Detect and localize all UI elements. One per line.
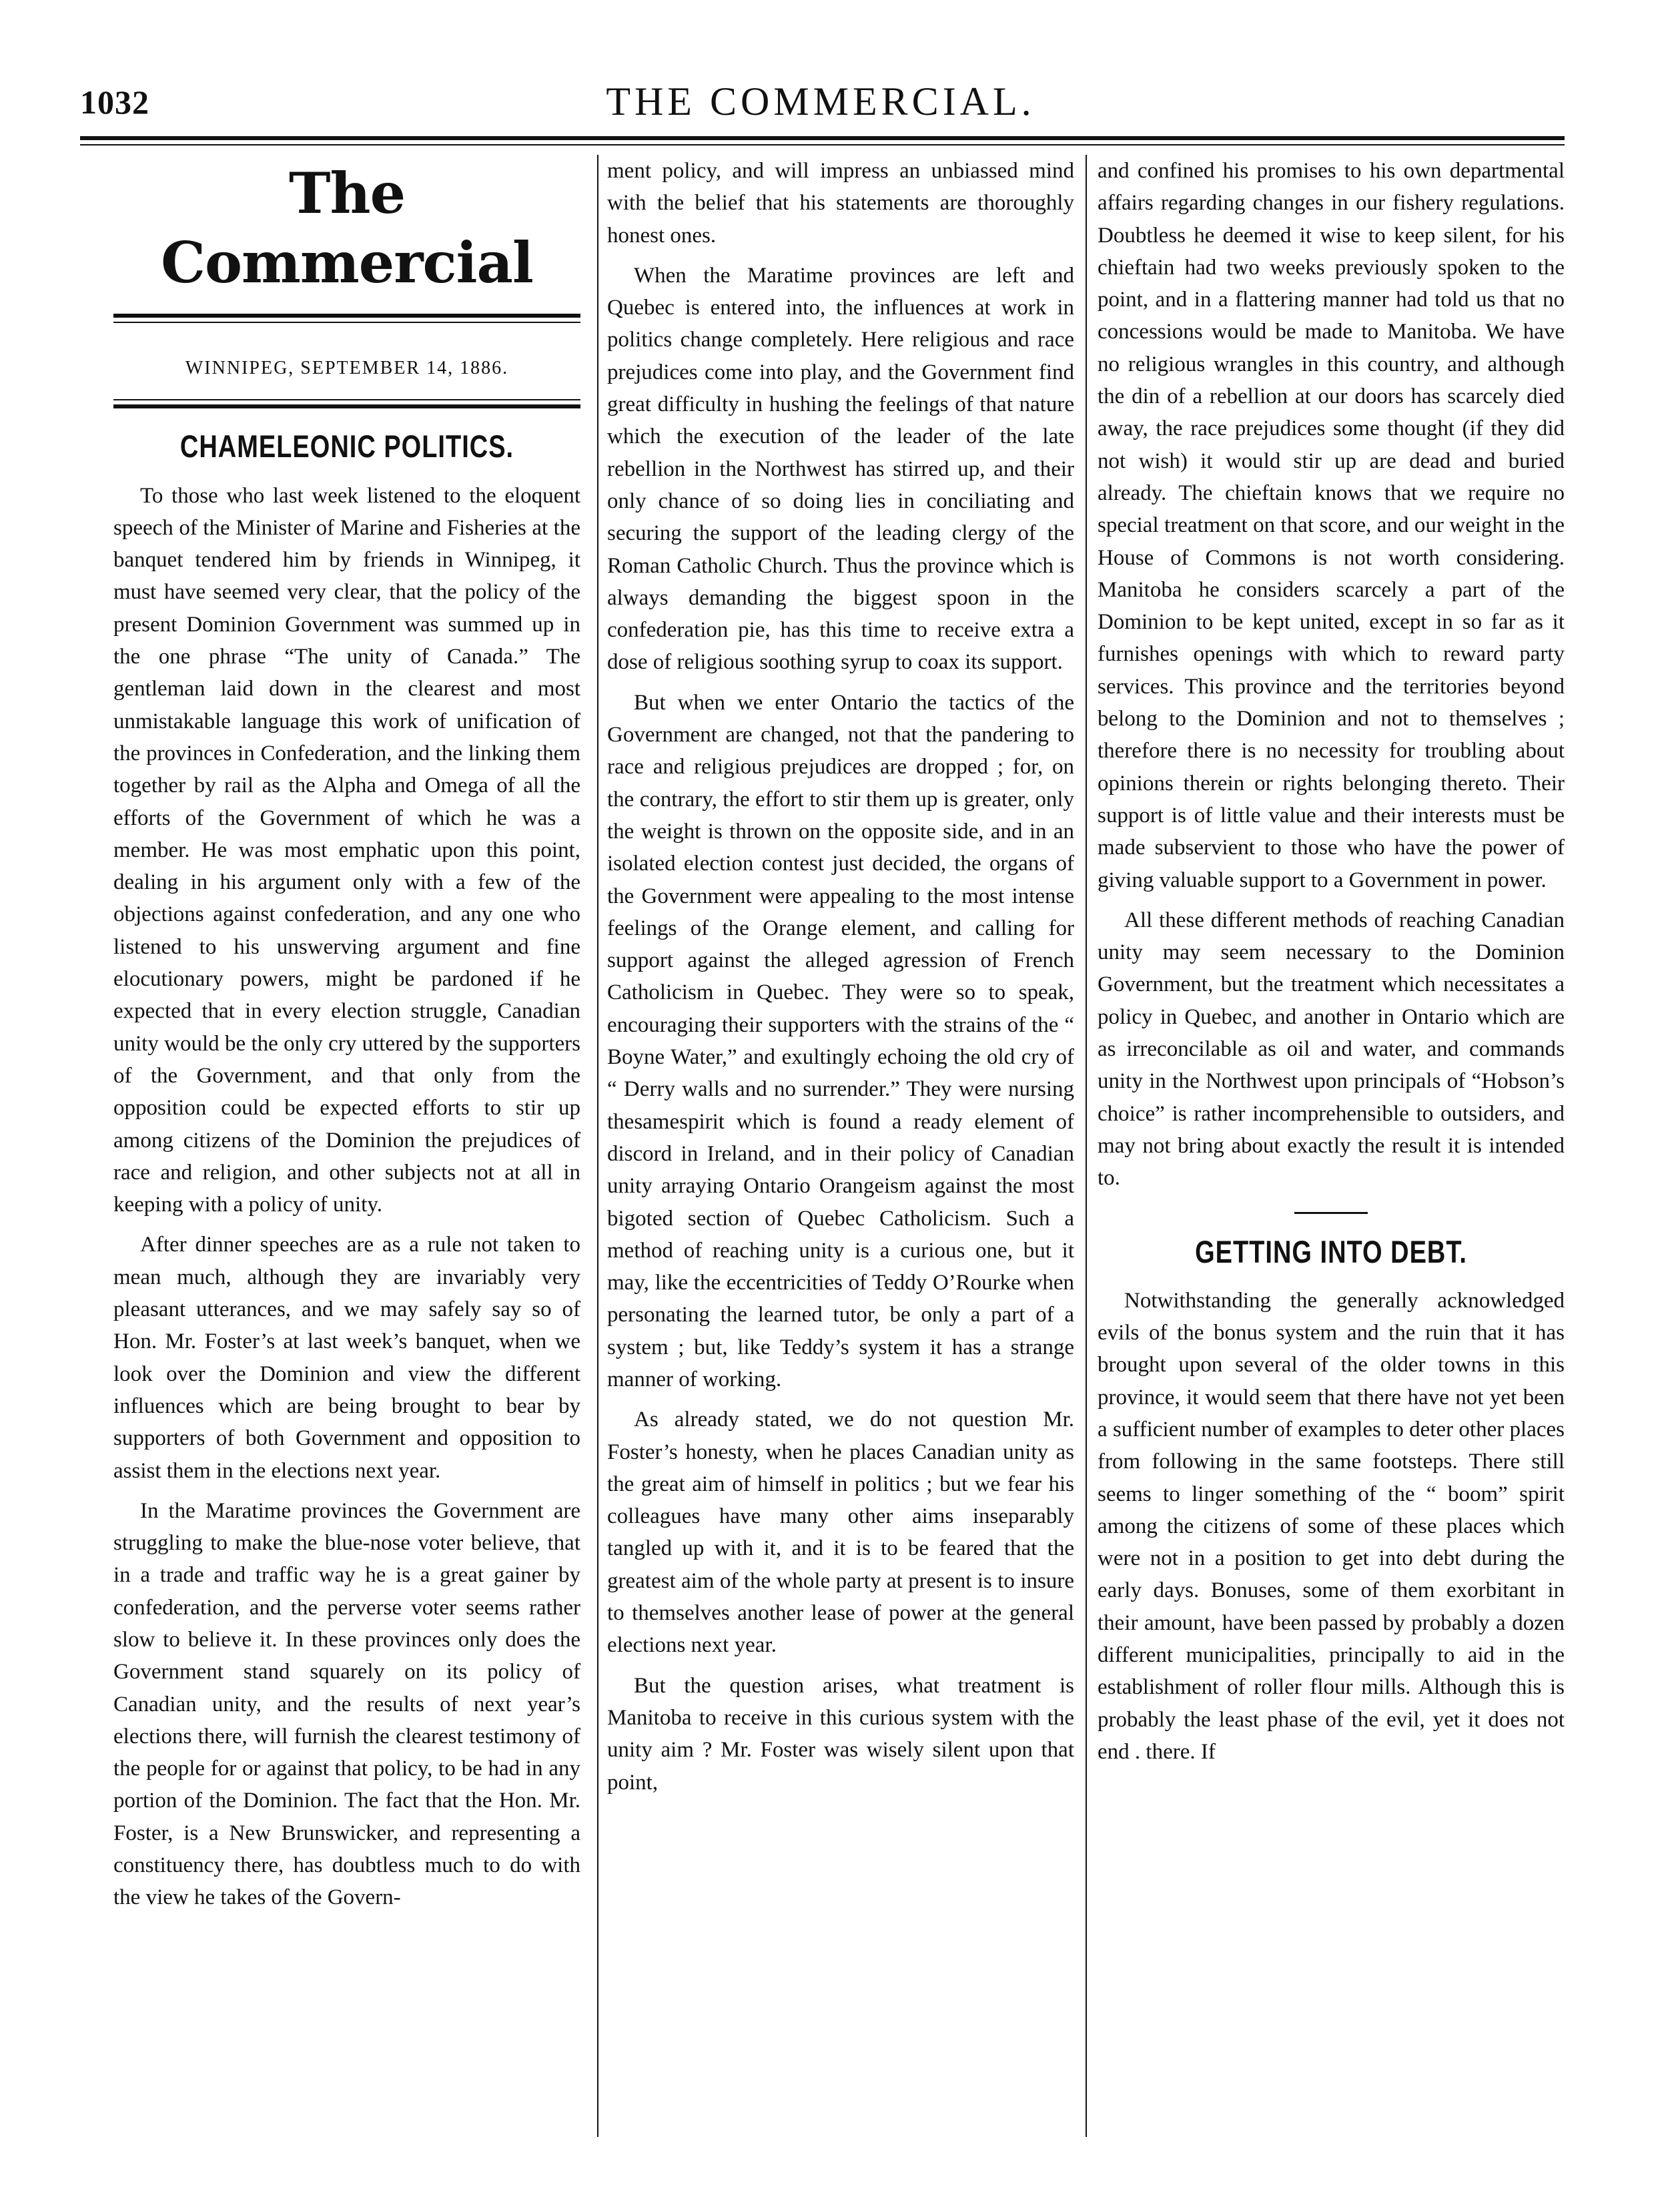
running-title: THE COMMERCIAL.: [606, 79, 1035, 123]
article-paragraph: To those who last week listened to the eloquent speech of the Minister of Marine and Fisheries at the banquet tendered him by friends in Winnipeg, it must have seemed very clear, that the policy of the present Dominion Government was summed up in the one phrase “The unity of Canada.” The gentleman laid down in the clearest and most unmistakable language this work of unification of the provinces in Confederation, and the linking them together by rail as the Alpha and Omega of all the efforts of the Government of which he was a member. He was most emphatic upon this point, dealing in his argument only with a few of the objections against confederation, and any one who listened to his unswerving argument and fine elocutionary powers, might be pardoned if he expected that in every election struggle, Canadian unity would be the only cry uttered by the supporters of the Government, and that only from the opposition could be expected efforts to stir up among citizens of the Dominion the prejudices of race and religion, and other subjects not at all in keeping with a policy of unity.: [113, 483, 580, 1217]
masthead-rule-thin: [113, 322, 580, 323]
page-number: 1032: [80, 83, 149, 121]
article-paragraph: As already stated, we do not question Mr. Foster’s honesty, when he places Canadian unity as the great aim of himself in politics ; but we fear his colleagues have many other aims inseparably tangled up with it, and it is to be feared that the greatest aim of the whole party at present is to insure to themselves another lease of power at the general elections next year.: [607, 1408, 1074, 1658]
column-3: [1098, 155, 1565, 1768]
header-rule-thin: [80, 144, 1565, 145]
article-paragraph: But the question arises, what treatment is Manitoba to receive in this curious system with the unity aim ? Mr. Foster was wisely silent upon that point,: [607, 1673, 1074, 1795]
article-paragraph: and confined his promises to his own departmental affairs regarding changes in our fishery regulations. Doubtless he deemed it wise to keep silent, for his chieftain had two weeks previously spoken to the point, and in a flattering manner had told us that no concessions would be made to Manitoba. We have no religious wrangles in this country, and although the din of a rebellion at our doors has scarcely died away, the race prejudices some thought (if they did not wish) it would stir up are dead and buried already. The chieftain knows that we require no special treatment on that score, and our weight in the House of Commons is not worth considering. Manitoba he considers scarcely a part of the Dominion to be kept united, except in so far as it furnishes openings with which to reward party services. This province and the territories beyond belong to the Dominion and not to themselves ; therefore there is no necessity for troubling about opinions therein or rights belonging thereto. Their support is of little value and their interests must be made subservient to those who have the power of giving valuable support to a Government in power.: [1098, 159, 1565, 892]
dateline-rule-thick: [113, 404, 580, 408]
column-divider-2: [1086, 155, 1087, 2137]
article-separator-rule: [1294, 1212, 1368, 1214]
dateline: WINNIPEG, SEPTEMBER 14, 1886.: [185, 358, 509, 378]
column-2: [607, 155, 1074, 1799]
header-rule-thick: [80, 136, 1565, 140]
article-paragraph: Notwithstanding the generally acknowledged evils of the bonus system and the ruin that it has brought upon several of the older towns in this province, it would seem that there have not yet been a sufficient number of examples to deter other places from following in the same footsteps. There still seems to linger something of the “ boom” spirit among the citizens of some of these places which were not in a position to get into debt during the early days. Bonuses, some of them exorbitant in their amount, have been passed by probably a dozen different municipalities, principally to aid in the establishment of roller flour mills. Although this is probably the least phase of the evil, yet it does not end . there. If: [1098, 1288, 1565, 1764]
article-paragraph: When the Maratime provinces are left and Quebec is entered into, the influences at work in politics change completely. Here religious and race prejudices come into play, and the Government find great difficulty in hushing the feelings of that nature which the execution of the leader of the late rebellion in the Northwest has stirred up, and their only chance of so doing lies in conciliating and securing the support of the leading clergy of the Roman Catholic Church. Thus the province which is always demanding the biggest spoon in the confederation pie, has this time to receive extra a dose of religious soothing syrup to coax its support.: [607, 263, 1074, 675]
dateline-rule-thin: [113, 399, 580, 400]
masthead-rule-thick: [113, 314, 580, 318]
page-header: [80, 79, 1561, 132]
article-paragraph: After dinner speeches are as a rule not taken to mean much, although they are invariably very pleasant utterances, and we may safely say so of Hon. Mr. Foster’s at last week’s banquet, when we look over the Dominion and view the different influences which are being brought to bear by supporters of both Government and opposition to assist them in the elections next year.: [113, 1233, 580, 1483]
masthead-title: The Commercial: [161, 160, 533, 296]
article-paragraph: All these different methods of reaching Canadian unity may seem necessary to the Dominion Government, but the treatment which necessitates a policy in Quebec, and another in Ontario which are as irreconcilable as oil and water, and commands unity in the Northwest upon principals of “Hobson’s choice” is rather incomprehensible to outsiders, and may not bring about exactly the result it is intended to.: [1098, 908, 1565, 1191]
article-paragraph: ment policy, and will impress an unbiassed mind with the belief that his statements are thoroughly honest ones.: [607, 159, 1074, 248]
article-paragraph: In the Maratime provinces the Government are struggling to make the blue-nose voter believe, that in a trade and traffic way he is a great gainer by confederation, and the perverse voter seems rather slow to believe it. In these provinces only does the Government stand squarely on its policy of Canadian unity, and the results of next year’s elections there, will furnish the clearest testimony of the people for or against that policy, to be had in any portion of the Dominion. The fact that the Hon. Mr. Foster, is a New Brunswicker, and representing a constituency there, has doubtless much to do with the view he takes of the Govern-: [113, 1498, 580, 1910]
column-1: [113, 155, 580, 1914]
article-title-getting-into-debt: GETTING INTO DEBT.: [1195, 1235, 1467, 1270]
column-divider-1: [597, 155, 598, 2137]
article-title-chameleonic-politics: CHAMELEONIC POLITICS.: [179, 430, 514, 465]
article-paragraph: But when we enter Ontario the tactics of the Government are changed, not that the pandering to race and religious prejudices are dropped ; for, on the contrary, the effort to stir them up is greater, only the weight is thrown on the opposite side, and in an isolated election contest just decided, the organs of the Government were appealing to the most intense feelings of the Orange element, and calling for support against the alleged agression of French Catholicism in Quebec. They were so to speak, encouraging their supporters with the strains of the “ Boyne Water,” and exultingly echoing the old cry of “ Derry walls and no surrender.” They were nursing thesamespirit which is found a ready element of discord in Ireland, and in their policy of Canadian unity arraying Ontario Orangeism against the most bigoted section of Quebec Catholicism. Such a method of reaching unity is a curious one, but it may, like the eccentricities of Teddy O’Rourke when personating the learned tutor, be only a part of a system ; but, like Teddy’s system it has a strange manner of working.: [607, 690, 1074, 1391]
